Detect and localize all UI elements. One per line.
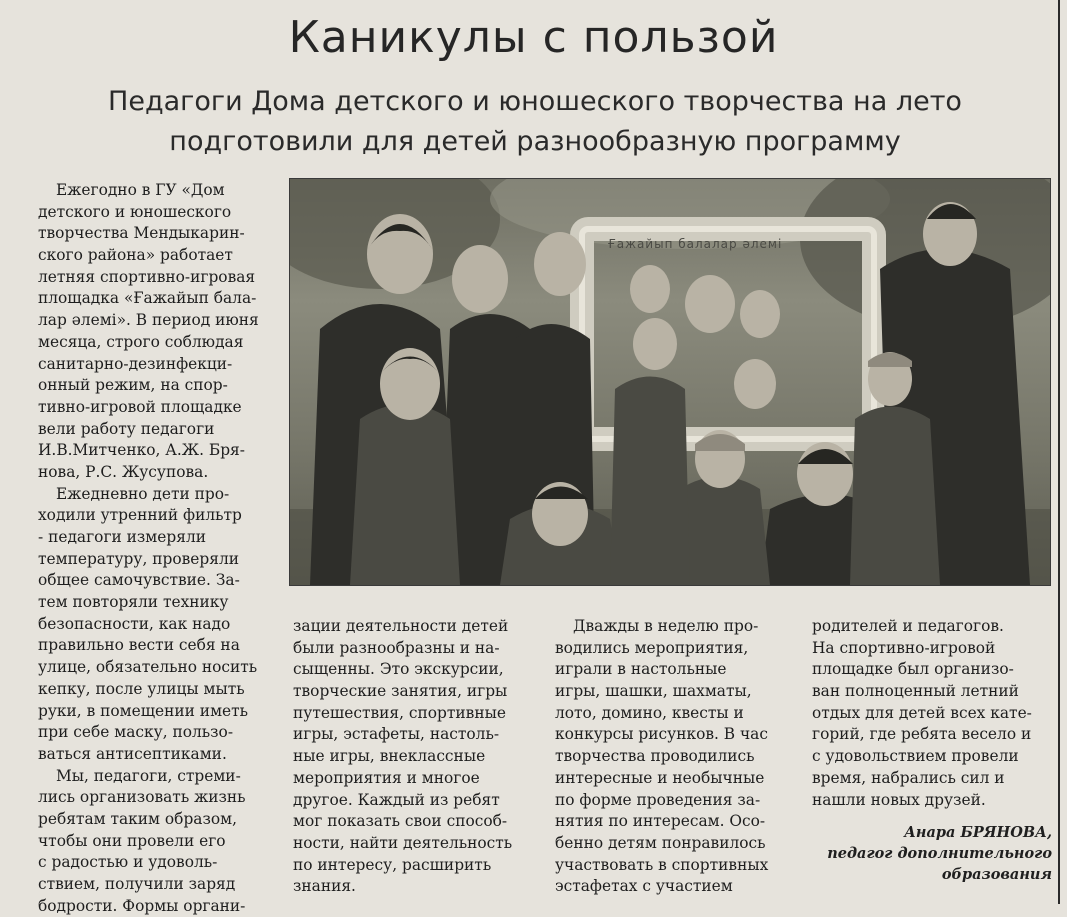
- text-line: творчества Мендыкарин-: [38, 224, 245, 243]
- text-line: игры, шашки, шахматы,: [555, 682, 752, 701]
- text-line: другое. Каждый из ребят: [293, 790, 500, 809]
- headline: Каникулы с пользой: [288, 12, 779, 63]
- text-line: игры, эстафеты, настоль-: [293, 725, 500, 744]
- text-line: время, набрались сил и: [812, 768, 1005, 787]
- text-line: Ежегодно в ГУ «Дом: [56, 181, 225, 199]
- subheadline-line-1: Педагоги Дома детского и юношеского творчества на лето: [108, 86, 962, 117]
- text-line: площадка «Ғажайып бала-: [38, 289, 257, 308]
- text-line: ходили утренний фильтр: [38, 506, 242, 525]
- text-line: творчества проводились: [555, 747, 755, 766]
- text-line: - педагоги измеряли: [38, 528, 206, 546]
- author-role-line-1: педагог дополнительного: [827, 845, 1052, 862]
- text-line: нова, Р.С. Жусупова.: [38, 462, 209, 481]
- text-line: ваться антисептиками.: [38, 744, 227, 763]
- author-name: Анара БРЯНОВА,: [904, 824, 1052, 841]
- text-line: лото, домино, квесты и: [555, 703, 744, 722]
- photo-frame-caption: Ғажайып балалар әлемі: [607, 237, 783, 251]
- text-line: эстафетах с участием: [555, 877, 733, 896]
- text-line: конкурсы рисунков. В час: [555, 725, 768, 744]
- text-line: И.В.Митченко, А.Ж. Бря-: [38, 441, 245, 460]
- text-line: кепку, после улицы мыть: [38, 679, 245, 698]
- text-line: правильно вести себя на: [38, 636, 240, 655]
- text-line: с удовольствием провели: [812, 747, 1019, 766]
- text-line: ван полноценный летний: [812, 682, 1019, 701]
- text-line: играли в настольные: [555, 660, 727, 679]
- text-line: интересные и необычные: [555, 768, 765, 787]
- subheadline: [30, 82, 1040, 162]
- author-signature: [790, 822, 1052, 885]
- text-line: ского района» работает: [38, 246, 233, 265]
- text-line: бодрости. Формы органи-: [38, 896, 246, 915]
- text-line: ребятам таким образом,: [38, 809, 238, 828]
- text-line: онный режим, на спор-: [38, 376, 228, 395]
- text-line: с радостью и удоволь-: [38, 853, 218, 872]
- text-line: чтобы они провели его: [38, 831, 226, 850]
- author-role-line-2: образования: [941, 866, 1052, 883]
- text-line: улице, обязательно носить: [38, 658, 258, 677]
- text-line: летняя спортивно-игровая: [38, 267, 256, 286]
- text-line: ствием, получили заряд: [38, 875, 236, 893]
- text-line: путешествия, спортивные: [293, 703, 506, 722]
- text-line: мероприятия и многое: [293, 768, 480, 787]
- text-line: Ежедневно дети про-: [56, 484, 230, 503]
- text-line: тивно-игровой площадке: [38, 397, 242, 416]
- text-line: санитарно-дезинфекци-: [38, 354, 233, 373]
- text-line: сыщенны. Это экскурсии,: [293, 660, 504, 679]
- text-line: водились мероприятия,: [555, 638, 749, 657]
- text-line: мог показать свои способ-: [293, 812, 508, 831]
- text-line: площадке был организо-: [812, 660, 1014, 679]
- text-line: На спортивно-игровой: [812, 638, 996, 657]
- text-line: зации деятельности детей: [293, 617, 509, 635]
- text-line: ности, найти деятельность: [293, 833, 513, 852]
- text-line: детского и юношеского: [38, 202, 232, 221]
- bleed-through-text: [175, 0, 1055, 10]
- text-line: бенно детям понравилось: [555, 833, 766, 852]
- text-line: нашли новых друзей.: [812, 790, 986, 809]
- group-photo: [289, 178, 1051, 586]
- text-line: тем повторяли технику: [38, 593, 229, 612]
- text-line: ные игры, внеклассные: [293, 747, 486, 766]
- text-line: вели работу педагоги: [38, 419, 215, 438]
- text-line: температуру, проверяли: [38, 549, 239, 568]
- article-column-2: [293, 616, 551, 898]
- text-line: родителей и педагогов.: [812, 617, 1004, 635]
- text-line: горий, где ребята весело и: [812, 725, 1032, 744]
- text-line: лись организовать жизнь: [38, 788, 246, 807]
- text-line: нятия по интересам. Осо-: [555, 812, 766, 831]
- text-line: месяца, строго соблюдая: [38, 332, 244, 351]
- text-line: безопасности, как надо: [38, 614, 231, 633]
- text-line: по форме проведения за-: [555, 790, 761, 809]
- article-column-1: [38, 180, 283, 917]
- text-line: отдых для детей всех кате-: [812, 703, 1032, 722]
- text-line: руки, в помещении иметь: [38, 701, 249, 720]
- text-line: при себе маску, пользо-: [38, 723, 234, 742]
- text-line: участвовать в спортивных: [555, 855, 769, 874]
- text-line: Мы, педагоги, стреми-: [56, 766, 241, 785]
- text-line: были разнообразны и на-: [293, 638, 500, 657]
- article-column-3: [555, 616, 810, 898]
- text-line: творческие занятия, игры: [293, 682, 508, 701]
- text-line: общее самочувствие. За-: [38, 571, 240, 590]
- article-column-4: [812, 616, 1060, 811]
- text-line: Дважды в неделю про-: [573, 617, 759, 635]
- text-line: лар әлемі». В период июня: [38, 311, 259, 330]
- subheadline-line-2: подготовили для детей разнообразную программу: [169, 126, 901, 157]
- text-line: по интересу, расширить: [293, 855, 492, 874]
- text-line: знания.: [293, 877, 356, 896]
